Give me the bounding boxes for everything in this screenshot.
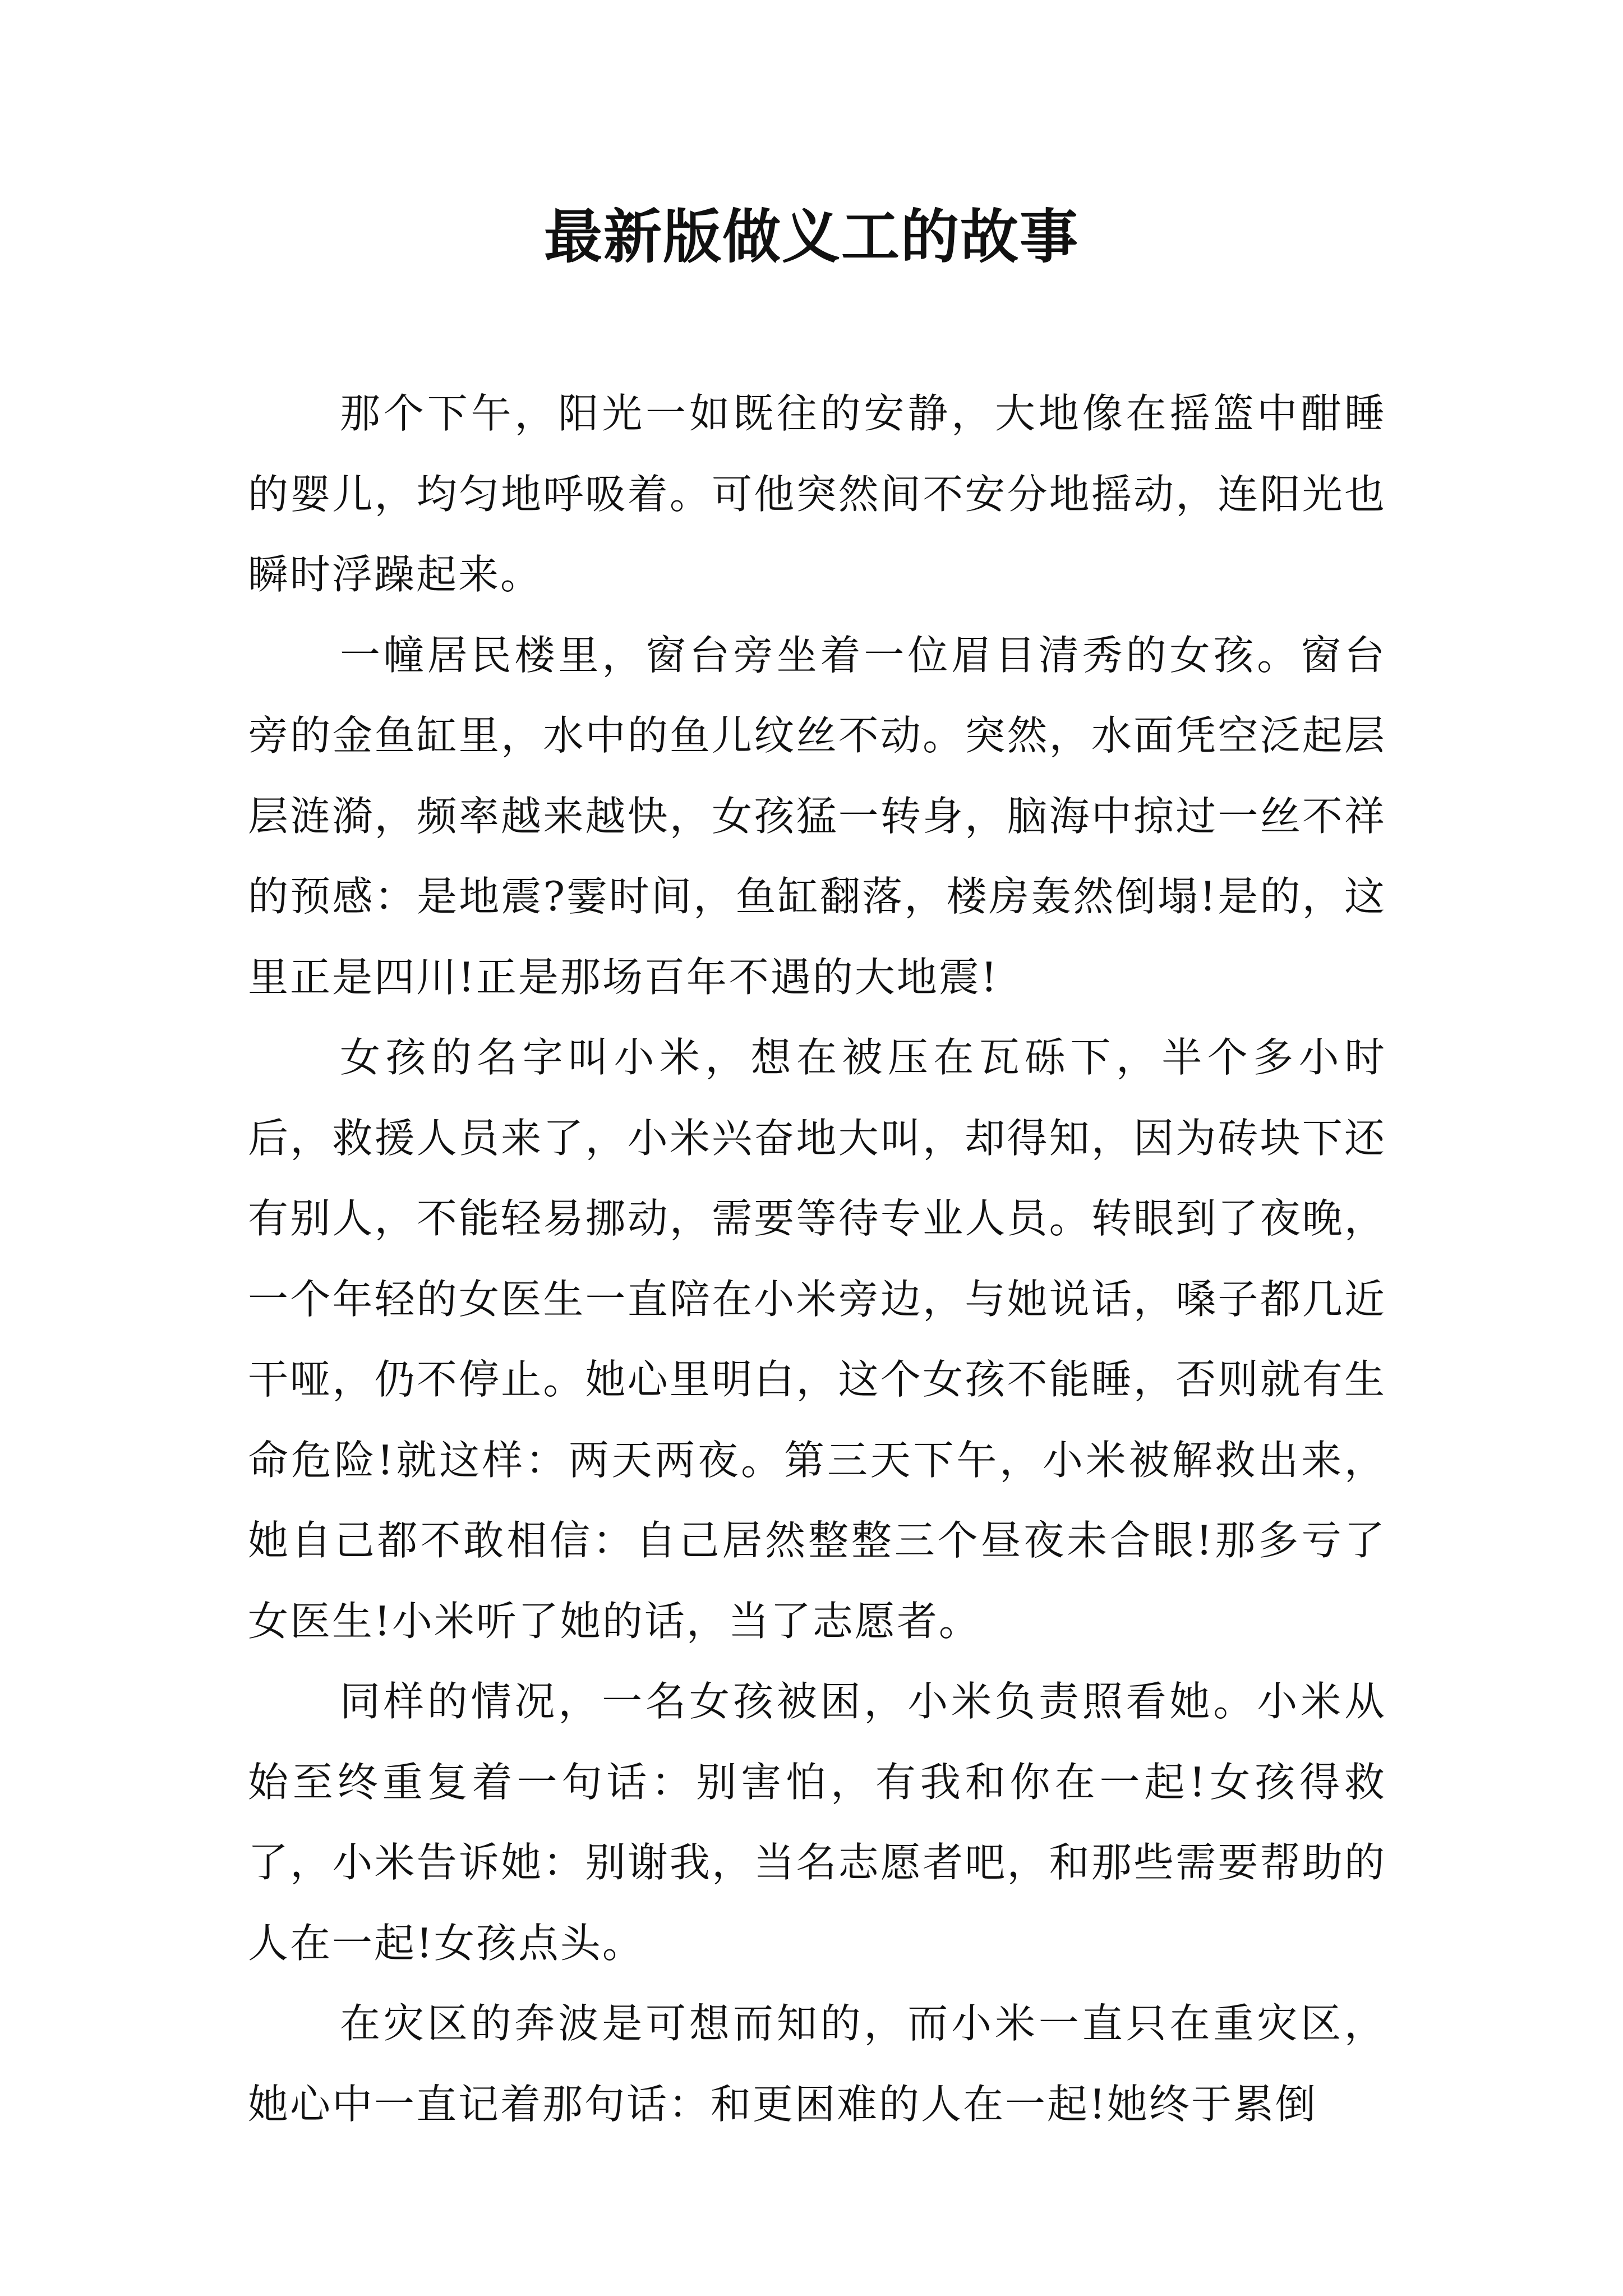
paragraph-5: 在灾区的奔波是可想而知的，而小米一直只在重灾区，她心中一直记着那句话：和更困难的人在一起!她终于累倒 <box>248 2000 1386 2128</box>
document-title: 最新版做义工的故事 <box>543 202 1079 271</box>
paragraph-1: 那个下午，阳光一如既往的安静，大地像在摇篮中酣睡的婴儿，均匀地呼吸着。可他突然间不安分地摇动，连阳光也瞬时浮躁起来。 <box>248 390 1386 598</box>
paragraph-2: 一幢居民楼里，窗台旁坐着一位眉目清秀的女孩。窗台旁的金鱼缸里，水中的鱼儿纹丝不动。突然，水面凭空泛起层层涟漪，频率越来越快，女孩猛一转身，脑海中掠过一丝不祥的预感：是地震?霎时间，鱼缸翻落，楼房轰然倒塌!是的，这里正是四川!正是那场百年不遇的大地震! <box>248 631 1386 1001</box>
document-body <box>248 374 1386 2145</box>
paragraph-3: 女孩的名字叫小米，想在被压在瓦砾下，半个多小时后，救援人员来了，小米兴奋地大叫，却得知，因为砖块下还有别人，不能轻易挪动，需要等待专业人员。转眼到了夜晚，一个年轻的女医生一直陪在小米旁边，与她说话，嗓子都几近干哑，仍不停止。她心里明白，这个女孩不能睡，否则就有生命危险!就这样：两天两夜。第三天下午，小米被解救出来，她自己都不敢相信：自己居然整整三个昼夜未合眼!那多亏了女医生!小米听了她的话，当了志愿者。 <box>248 1034 1386 1645</box>
paragraph-4: 同样的情况，一名女孩被困，小米负责照看她。小米从始至终重复着一句话：别害怕，有我和你在一起!女孩得救了，小米告诉她：别谢我，当名志愿者吧，和那些需要帮助的人在一起!女孩点头。 <box>248 1678 1386 1967</box>
